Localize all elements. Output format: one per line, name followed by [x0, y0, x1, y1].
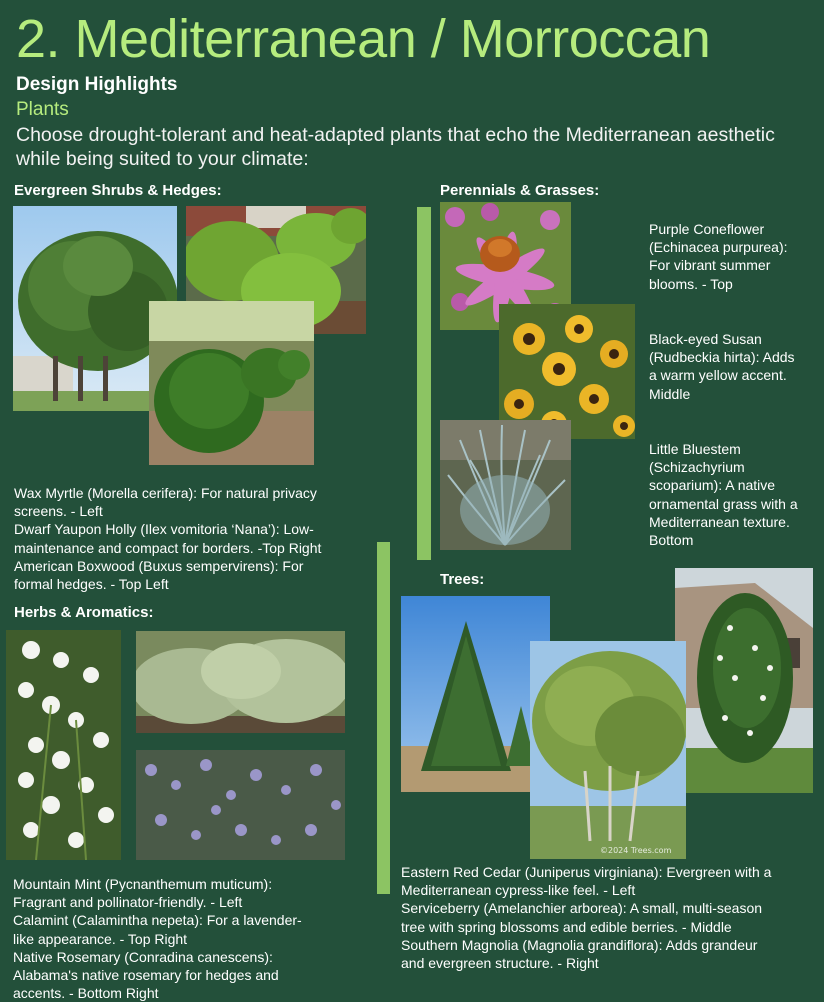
shrubs-line: American Boxwood (Buxus sempervirens): For [14, 557, 304, 574]
herbs-line: accents. - Bottom Right [13, 985, 159, 1002]
coneflower-line: Purple Coneflower [649, 221, 765, 237]
herbs-line: Native Rosemary (Conradina canescens): [13, 948, 273, 965]
susan-line: a warm yellow accent. [649, 367, 787, 384]
bluestem-line: Little Bluestem [649, 441, 741, 457]
herbs-line: Mountain Mint (Pycnanthemum muticum): [13, 876, 273, 892]
shrubs-line: maintenance and compact for borders. -Top Right [14, 539, 322, 556]
shrubs-heading: Evergreen Shrubs & Hedges: [14, 182, 222, 199]
bluestem-line: Bottom [649, 532, 694, 549]
shrubs-line: formal hedges. - Top Left [14, 576, 169, 593]
shrubs-line: Wax Myrtle (Morella cerifera): For natural privacy [14, 485, 317, 501]
herbs-line: Alabama's native rosemary for hedges and [13, 967, 279, 984]
eastern-red-cedar-photo [401, 596, 550, 792]
coneflower-line: (Echinacea purpurea): [649, 239, 788, 256]
trees-heading: Trees: [440, 571, 485, 588]
susan-line: Middle [649, 385, 691, 402]
southern-magnolia-photo [675, 568, 813, 793]
perennials-heading: Perennials & Grasses: [440, 182, 600, 199]
trees-description [401, 863, 821, 972]
shrubs-line: Dwarf Yaupon Holly (Ilex vomitoria ‘Nana’): Low- [14, 521, 314, 538]
herbs-line: Fragrant and pollinator-friendly. - Left [13, 894, 243, 911]
photo-watermark: ©2024 Trees.com [600, 846, 672, 855]
black-eyed-susan-photo [499, 304, 635, 439]
design-highlights-heading: Design Highlights [16, 74, 178, 95]
herbs-heading: Herbs & Aromatics: [14, 604, 154, 621]
bluestem-line: ornamental grass with a [649, 495, 798, 512]
susan-description [649, 330, 819, 403]
trees-line: and evergreen structure. - Right [401, 955, 599, 972]
plants-label: Plants [16, 99, 69, 120]
bluestem-line: Mediterranean texture. [649, 513, 790, 530]
coneflower-line: For vibrant summer [649, 257, 771, 274]
bluestem-line: scoparium): A native [649, 477, 776, 494]
page-title: 2. Mediterranean / Morroccan [16, 9, 711, 69]
bluestem-line: (Schizachyrium [649, 459, 745, 476]
mountain-mint-photo [6, 630, 121, 860]
intro-text: Choose drought-tolerant and heat-adapted plants that echo the Mediterranean aesthetic while being suited to your climate: [16, 124, 775, 170]
trees-line: Mediterranean cypress-like feel. - Left [401, 882, 636, 899]
perennials-divider-bar [417, 207, 431, 560]
susan-line: (Rudbeckia hirta): Adds [649, 349, 795, 366]
trees-line: Serviceberry (Amelanchier arborea): A small, multi-season [401, 900, 763, 917]
susan-line: Black-eyed Susan [649, 331, 762, 347]
serviceberry-photo [530, 641, 686, 859]
coneflower-line: blooms. - Top [649, 275, 733, 292]
trees-divider-bar [377, 542, 390, 894]
little-bluestem-photo [440, 420, 571, 550]
calamint-photo [136, 631, 345, 733]
native-rosemary-photo [136, 750, 345, 860]
trees-line: Southern Magnolia (Magnolia grandiflora): Adds grandeur [401, 936, 758, 953]
herbs-line: like appearance. - Top Right [13, 930, 188, 947]
herbs-line: Calamint (Calamintha nepeta): For a lavender- [13, 912, 302, 929]
coneflower-description [649, 220, 819, 293]
trees-line: tree with spring blossoms and edible berries. - Middle [401, 918, 732, 935]
american-boxwood-photo [149, 301, 314, 465]
shrubs-line: screens. - Left [14, 503, 103, 520]
trees-line: Eastern Red Cedar (Juniperus virginiana): Evergreen with a [401, 864, 772, 880]
shrubs-description [14, 484, 374, 593]
bluestem-description [649, 440, 821, 549]
herbs-description [13, 875, 363, 1002]
